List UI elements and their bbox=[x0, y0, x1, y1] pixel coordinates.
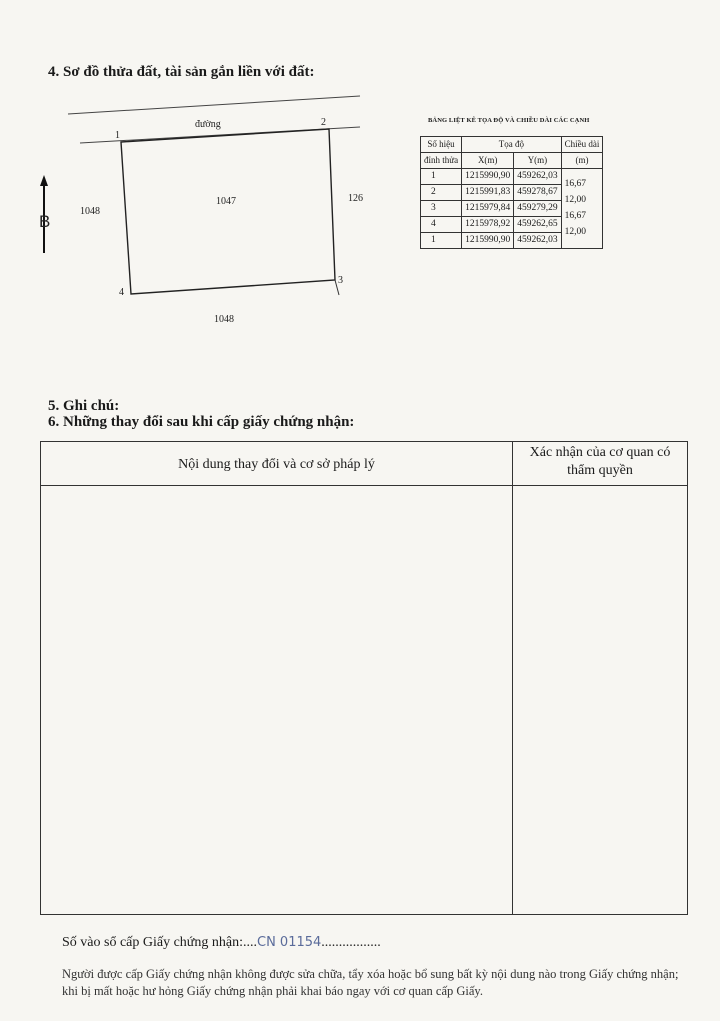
registry-line bbox=[62, 935, 381, 951]
vertex-4: 4 bbox=[119, 287, 124, 298]
header-y: Y(m) bbox=[514, 153, 561, 169]
parcel-outline bbox=[121, 129, 335, 294]
section-6-title: 6. Những thay đổi sau khi cấp giấy chứng nhận: bbox=[48, 414, 355, 430]
north-label: B bbox=[39, 212, 51, 231]
length-value: 16,67 bbox=[564, 210, 586, 221]
header-point: Số hiệu bbox=[421, 137, 462, 153]
road-label: đường bbox=[195, 119, 221, 130]
row-y: 459279,29 bbox=[514, 201, 561, 217]
coordinate-table-title: BẢNG LIỆT KÊ TỌA ĐỘ VÀ CHIỀU DÀI CÁC CẠNH bbox=[428, 117, 590, 124]
registry-label: Số vào sổ cấp Giấy chứng nhận: bbox=[62, 935, 243, 950]
row-y: 459262,65 bbox=[514, 217, 561, 233]
confirmation-line-2: thẩm quyền bbox=[567, 463, 633, 478]
row-x: 1215979,84 bbox=[462, 201, 514, 217]
table-row bbox=[421, 169, 603, 185]
row-point: 1 bbox=[421, 233, 462, 249]
header-length-unit: (m) bbox=[561, 153, 603, 169]
land-parcel-sketch bbox=[30, 85, 390, 335]
registry-dots-before: .... bbox=[243, 935, 257, 950]
row-y: 459262,03 bbox=[514, 169, 561, 185]
column-divider bbox=[512, 442, 513, 914]
section-4-title: 4. Sơ đồ thửa đất, tài sản gắn liền với đất: bbox=[48, 64, 315, 80]
changes-col-confirmation bbox=[513, 444, 687, 480]
registry-dots-after: ................. bbox=[321, 935, 381, 950]
row-x: 1215991,83 bbox=[462, 185, 514, 201]
row-y: 459262,03 bbox=[514, 233, 561, 249]
header-x: X(m) bbox=[462, 153, 514, 169]
header-divider bbox=[41, 485, 687, 486]
vertex-3: 3 bbox=[338, 275, 343, 286]
header-coord: Tọa độ bbox=[462, 137, 562, 153]
left-neighbor: 1048 bbox=[80, 206, 100, 217]
row-x: 1215990,90 bbox=[462, 169, 514, 185]
header-point-2: đỉnh thửa bbox=[421, 153, 462, 169]
right-neighbor: 126 bbox=[348, 193, 363, 204]
row-x: 1215990,90 bbox=[462, 233, 514, 249]
length-value: 12,00 bbox=[564, 194, 586, 205]
bottom-neighbor: 1048 bbox=[214, 314, 234, 325]
row-point: 3 bbox=[421, 201, 462, 217]
coordinate-table bbox=[420, 136, 603, 249]
length-value: 12,00 bbox=[564, 226, 586, 237]
header-length: Chiều dài bbox=[561, 137, 603, 153]
row-point: 4 bbox=[421, 217, 462, 233]
footer-note: Người được cấp Giấy chứng nhận không được sửa chữa, tẩy xóa hoặc bổ sung bất kỳ nội dung nào trong Giấy chứng nhận; khi bị mất hoặc hư hỏng Giấy chứng nhận phải khai báo ngay với cơ quan cấp Giấy. bbox=[62, 967, 679, 998]
parcel-number: 1047 bbox=[216, 196, 236, 207]
changes-table bbox=[40, 441, 688, 915]
length-cell bbox=[561, 169, 603, 189]
road-edge-top bbox=[68, 96, 360, 114]
row-y: 459278,67 bbox=[514, 185, 561, 201]
length-value: 16,67 bbox=[564, 179, 586, 189]
row-point: 2 bbox=[421, 185, 462, 201]
vertex-1: 1 bbox=[115, 130, 120, 141]
row-point: 1 bbox=[421, 169, 462, 185]
changes-col-content: Nội dung thay đổi và cơ sở pháp lý bbox=[178, 457, 375, 472]
confirmation-line-1: Xác nhận của cơ quan có bbox=[529, 445, 671, 460]
section-5-title: 5. Ghi chú: bbox=[48, 398, 120, 414]
registry-number: CN 01154 bbox=[257, 935, 322, 950]
row-x: 1215978,92 bbox=[462, 217, 514, 233]
vertex-2: 2 bbox=[321, 117, 326, 128]
